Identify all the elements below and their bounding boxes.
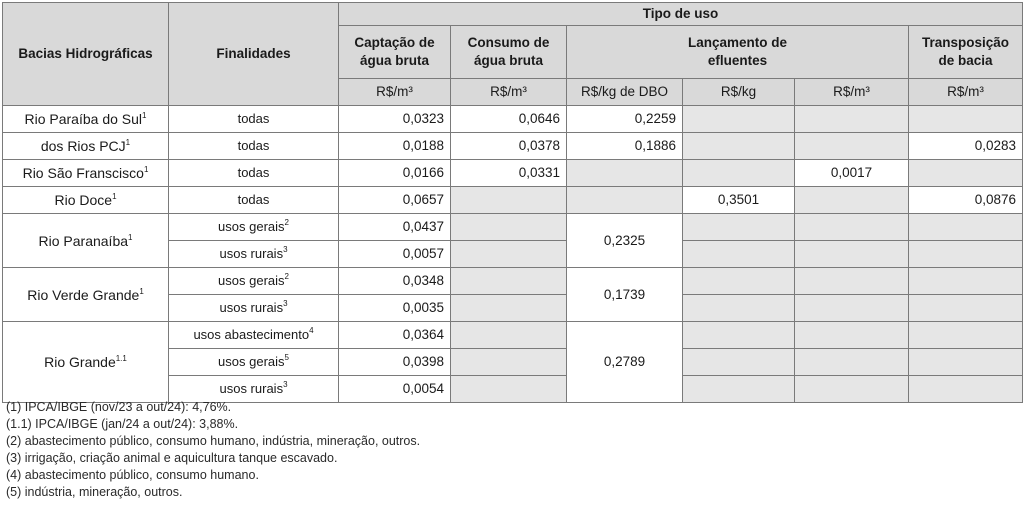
header-finalidades: Finalidades	[169, 3, 339, 106]
finalidade-cell: usos gerais$^2$	[169, 268, 339, 295]
transposicao-cell	[909, 322, 1023, 349]
footnote-marker: 2	[284, 218, 289, 227]
header-lancamento	[567, 26, 909, 79]
consumo-cell	[451, 295, 567, 322]
table-row	[3, 187, 1023, 214]
basin-cell: Rio Doce$^1$	[3, 187, 169, 214]
footnote-marker: 4	[309, 326, 314, 335]
captacao-cell: 0,0057	[339, 241, 451, 268]
kg-cell	[683, 376, 795, 403]
transposicao-cell	[909, 349, 1023, 376]
kg-cell	[683, 268, 795, 295]
unit-cell: R$/kg de DBO	[567, 79, 683, 106]
consumo-cell	[451, 322, 567, 349]
basin-cell: dos Rios PCJ$^1$	[3, 133, 169, 160]
kg-cell	[683, 133, 795, 160]
basin-cell: Rio Verde Grande$^1$	[3, 268, 169, 322]
basin-cell: Rio Paraíba do Sul$^1$	[3, 106, 169, 133]
kg-cell	[683, 214, 795, 241]
table-row	[3, 160, 1023, 187]
finalidade-cell: usos rurais$^3$	[169, 295, 339, 322]
table-row	[3, 214, 1023, 241]
transposicao-cell	[909, 160, 1023, 187]
basin-cell: Rio São Franscisco$^1$	[3, 160, 169, 187]
finalidade-cell: usos gerais$^2$	[169, 214, 339, 241]
finalidade-cell: todas	[169, 133, 339, 160]
footnote-marker: 3	[283, 380, 288, 389]
finalidade-cell: usos rurais$^3$	[169, 241, 339, 268]
transposicao-cell	[909, 268, 1023, 295]
transposicao-cell	[909, 295, 1023, 322]
kg-cell: 0,3501	[683, 187, 795, 214]
table-body	[3, 3, 1023, 403]
footnote-marker: 5	[284, 353, 289, 362]
footnotes	[6, 399, 420, 501]
table-row	[3, 322, 1023, 349]
kg-cell	[683, 349, 795, 376]
m3-cell	[795, 268, 909, 295]
unit-cell: R$/m³	[339, 79, 451, 106]
transposicao-cell: 0,0876	[909, 187, 1023, 214]
header-transposicao: Transposição de bacia	[909, 26, 1023, 79]
header-row-1	[3, 3, 1023, 26]
dbo-cell	[567, 187, 683, 214]
transposicao-cell: 0,0283	[909, 133, 1023, 160]
consumo-cell	[451, 187, 567, 214]
transposicao-cell	[909, 376, 1023, 403]
footnote-marker: 1	[139, 286, 144, 296]
header-consumo: Consumo de água bruta	[451, 26, 567, 79]
m3-cell	[795, 295, 909, 322]
table-row	[3, 133, 1023, 160]
unit-cell: R$/m³	[909, 79, 1023, 106]
captacao-cell: 0,0054	[339, 376, 451, 403]
footnote-marker: 1.1	[115, 354, 127, 363]
kg-cell	[683, 295, 795, 322]
consumo-cell	[451, 376, 567, 403]
footnote-marker: 3	[283, 299, 288, 308]
basin-cell: Rio Paranaíba$^1$	[3, 214, 169, 268]
consumo-cell	[451, 241, 567, 268]
consumo-cell	[451, 268, 567, 295]
kg-cell	[683, 160, 795, 187]
transposicao-cell	[909, 241, 1023, 268]
basin-cell: Rio Grande$^{1.1}$	[3, 322, 169, 403]
footnote-marker: 3	[283, 245, 288, 254]
unit-cell: R$/m³	[795, 79, 909, 106]
captacao-cell: 0,0166	[339, 160, 451, 187]
table-row	[3, 106, 1023, 133]
m3-cell: 0,0017	[795, 160, 909, 187]
footnote-line: (3) irrigação, criação animal e aquicultura tanque escavado.	[6, 451, 338, 465]
kg-cell	[683, 241, 795, 268]
kg-cell	[683, 322, 795, 349]
m3-cell	[795, 241, 909, 268]
consumo-cell	[451, 349, 567, 376]
transposicao-cell	[909, 106, 1023, 133]
finalidade-cell: usos abastecimento$^4$	[169, 322, 339, 349]
m3-cell	[795, 106, 909, 133]
tarifas-table	[2, 2, 1023, 403]
dbo-cell: 0,2259	[567, 106, 683, 133]
m3-cell	[795, 322, 909, 349]
footnote-marker: 1	[125, 138, 131, 147]
header-bacias: Bacias Hidrográficas	[3, 3, 169, 106]
footnote-line: (1.1) IPCA/IBGE (jan/24 a out/24): 3,88%.	[6, 417, 239, 431]
finalidade-cell: usos rurais$^3$	[169, 376, 339, 403]
captacao-cell: 0,0188	[339, 133, 451, 160]
finalidade-cell: todas	[169, 187, 339, 214]
captacao-cell: 0,0364	[339, 322, 451, 349]
m3-cell	[795, 376, 909, 403]
consumo-cell: 0,0646	[451, 106, 567, 133]
header-lancamento-text: Lançamento de efluentes	[687, 35, 788, 68]
dbo-cell: 0,1739	[567, 268, 683, 322]
m3-cell	[795, 187, 909, 214]
m3-cell	[795, 349, 909, 376]
captacao-cell: 0,0323	[339, 106, 451, 133]
footnote-marker: 1	[112, 192, 117, 201]
table-row	[3, 268, 1023, 295]
header-tipo-de-uso: Tipo de uso	[339, 3, 1023, 26]
captacao-cell: 0,0348	[339, 268, 451, 295]
finalidade-cell: usos gerais$^5$	[169, 349, 339, 376]
captacao-cell: 0,0398	[339, 349, 451, 376]
captacao-cell: 0,0657	[339, 187, 451, 214]
kg-cell	[683, 106, 795, 133]
finalidade-cell: todas	[169, 160, 339, 187]
captacao-cell: 0,0437	[339, 214, 451, 241]
captacao-cell: 0,0035	[339, 295, 451, 322]
footnote-line: (4) abastecimento público, consumo humano.	[6, 468, 259, 482]
header-captacao: Captação de água bruta	[339, 26, 451, 79]
footnote-line: (2) abastecimento público, consumo humano, indústria, mineração, outros.	[6, 434, 421, 448]
footnote-marker: 2	[284, 272, 289, 281]
dbo-cell: 0,1886	[567, 133, 683, 160]
footnote-marker: 1	[143, 165, 149, 174]
m3-cell	[795, 133, 909, 160]
consumo-cell	[451, 214, 567, 241]
footnote-line: (1) IPCA/IBGE (nov/23 a out/24): 4,76%.	[6, 400, 232, 414]
transposicao-cell	[909, 214, 1023, 241]
footnote-marker: 1	[142, 111, 147, 120]
finalidade-cell: todas	[169, 106, 339, 133]
dbo-cell: 0,2789	[567, 322, 683, 403]
footnote-line: (5) indústria, mineração, outros.	[6, 485, 183, 499]
unit-cell: R$/m³	[451, 79, 567, 106]
footnote-marker: 1	[128, 232, 133, 242]
dbo-cell: 0,2325	[567, 214, 683, 268]
consumo-cell: 0,0331	[451, 160, 567, 187]
consumo-cell: 0,0378	[451, 133, 567, 160]
dbo-cell	[567, 160, 683, 187]
m3-cell	[795, 214, 909, 241]
unit-cell: R$/kg	[683, 79, 795, 106]
